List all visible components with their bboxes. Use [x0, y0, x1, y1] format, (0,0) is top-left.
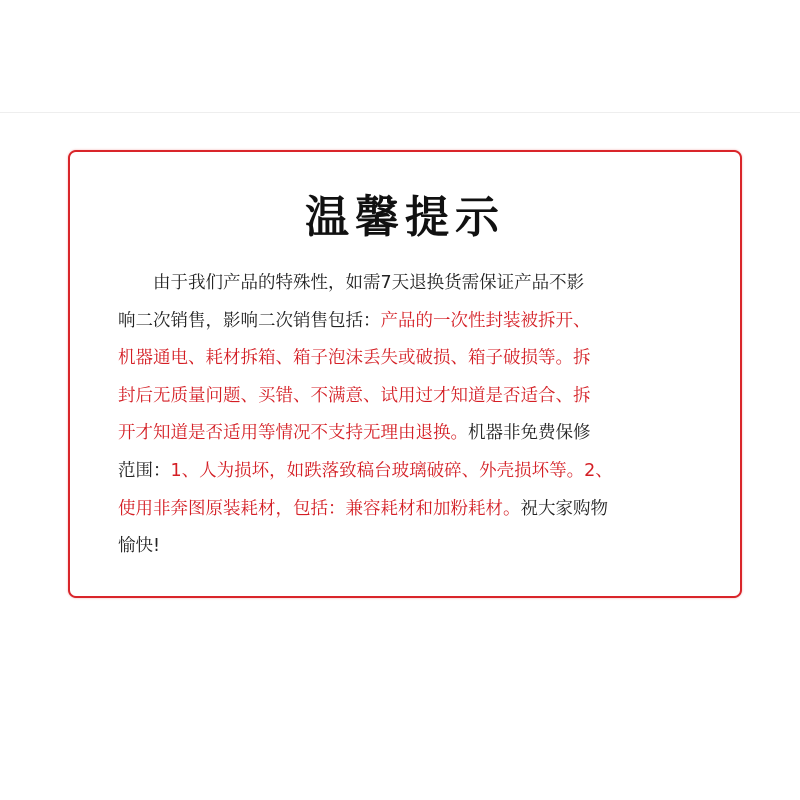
- notice-text-segment: 祝大家购物: [520, 498, 608, 519]
- notice-title: 温馨提示: [305, 192, 505, 243]
- notice-body: [118, 265, 690, 566]
- notice-highlight-segment: 封后无质量问题、买错、不满意、试用过才知道是否适合、拆: [118, 385, 591, 406]
- notice-line-6: [118, 453, 690, 491]
- notice-line-5: [118, 415, 690, 453]
- notice-text-segment: 响二次销售，影响二次销售包括：: [118, 310, 381, 331]
- notice-card: [68, 150, 742, 598]
- notice-text-segment: 范围：: [118, 460, 171, 481]
- notice-highlight-segment: 使用非奔图原装耗材，包括：兼容耗材和加粉耗材。: [118, 498, 521, 519]
- notice-line-8: [118, 528, 690, 566]
- notice-highlight-segment: 1、人为损坏，如跌落致稿台玻璃破碎、外壳损坏等。2、: [170, 460, 613, 481]
- notice-line-2: [118, 303, 690, 341]
- notice-line-7: [118, 491, 690, 529]
- notice-line-1: [118, 265, 690, 303]
- notice-line-3: [118, 340, 690, 378]
- notice-highlight-segment: 机器通电、耗材拆箱、箱子泡沫丢失或破损、箱子破损等。拆: [118, 348, 591, 369]
- notice-line-4: [118, 378, 690, 416]
- notice-highlight-segment: 产品的一次性封装被拆开、: [380, 310, 591, 331]
- notice-text-segment: 由于我们产品的特殊性，如需7天退换货需保证产品不影: [153, 273, 585, 293]
- notice-text-segment: 机器非免费保修: [468, 423, 591, 444]
- notice-text-segment: 愉快!: [118, 536, 161, 557]
- notice-highlight-segment: 开才知道是否适用等情况不支持无理由退换。: [118, 423, 468, 444]
- top-blank-band: [0, 0, 800, 113]
